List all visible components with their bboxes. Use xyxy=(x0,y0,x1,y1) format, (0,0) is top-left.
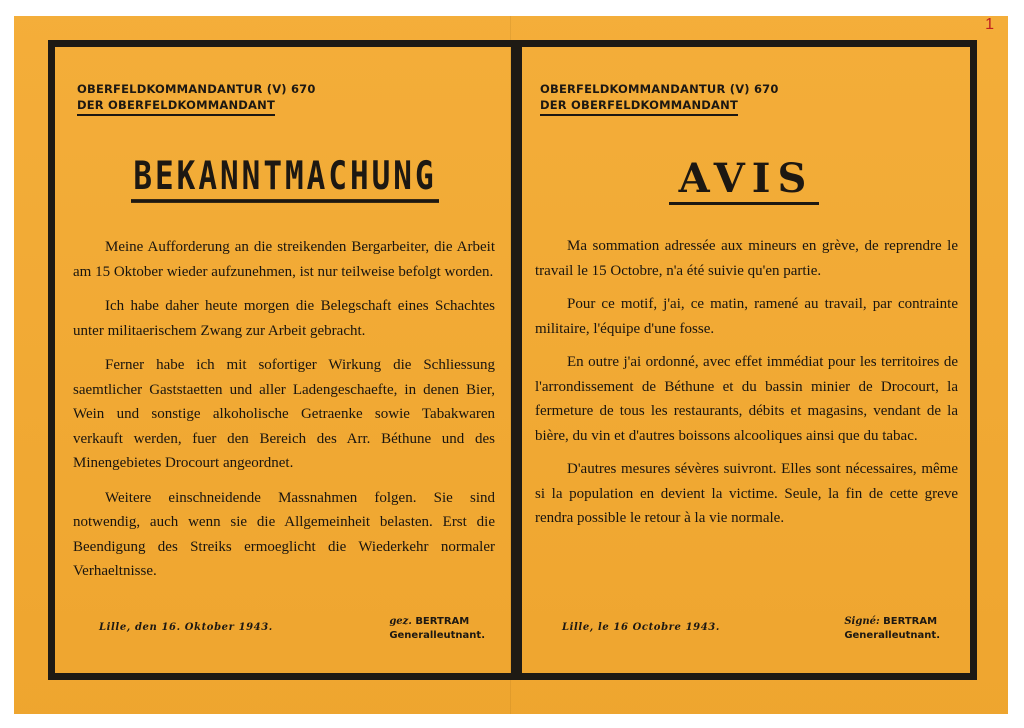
french-sign-name: BERTRAM xyxy=(883,616,938,627)
german-signature xyxy=(389,615,485,643)
french-signature xyxy=(844,615,940,643)
german-date-line: Lille, den 16. Oktober 1943. xyxy=(99,622,273,633)
german-title xyxy=(55,154,515,200)
german-paragraph: Weitere einschneidende Massnahmen folgen. Sie sind notwendig, auch wenn sie die Allgemeinheit belasten. Erst die Beendigung des Streiks ermoeglicht die Wiederkehr normaler Verhaeltnisse. xyxy=(73,489,495,579)
french-header-line1: OBERFELDKOMMANDANTUR (V) 670 xyxy=(540,82,779,96)
french-paragraph: Pour ce motif, j'ai, ce matin, ramené au travail, par contrainte militaire, l'équipe d'une fosse. xyxy=(535,296,958,337)
french-sign-rank: Generalleutnant. xyxy=(844,630,940,641)
german-sign-rank: Generalleutnant. xyxy=(389,630,485,641)
german-body xyxy=(73,235,495,594)
french-sign-prefix: Signé: xyxy=(844,616,880,627)
french-paragraph: D'autres mesures sévères suivront. Elles sont nécessaires, même si la population en devient la victime. Seule, la fin de cette greve rendra possible le retour à la vie normale. xyxy=(535,461,958,526)
german-panel xyxy=(48,40,522,680)
german-paragraph: Ferner habe ich mit sofortiger Wirkung die Schliessung saemtlicher Gaststaetten und aller Ladengeschaefte, in denen Bier, Wein und sonstige alkoholische Getraenke sowie Tabakwaren verkauft werden, fuer den Bereich des Arr. Béthune und des Minengebietes Drocourt angeordnet. xyxy=(73,357,495,471)
french-title-text: AVIS xyxy=(669,155,820,205)
french-panel xyxy=(511,40,977,680)
handwritten-mark: 1 xyxy=(985,16,994,33)
french-header xyxy=(540,81,779,116)
french-title xyxy=(518,155,970,205)
german-header-line1: OBERFELDKOMMANDANTUR (V) 670 xyxy=(77,82,316,96)
german-header xyxy=(77,81,316,116)
french-paragraph: En outre j'ai ordonné, avec effet immédiat pour les territoires de l'arrondissement de Béthune et du bassin minier de Drocourt, la fermeture de tous les restaurants, débits et magasins, vendant de la bière, du vin et d'autres boissons alcooliques ainsi que du tabac. xyxy=(535,354,958,444)
poster-sheet xyxy=(14,16,1008,714)
german-paragraph: Meine Aufforderung an die streikenden Bergarbeiter, die Arbeit am 15 Oktober wieder aufzunehmen, ist nur teilweise befolgt worden. xyxy=(73,239,495,280)
french-date-line: Lille, le 16 Octobre 1943. xyxy=(562,622,720,633)
german-header-line2: DER OBERFELDKOMMANDANT xyxy=(77,97,275,116)
german-sign-name: BERTRAM xyxy=(415,616,470,627)
german-paragraph: Ich habe daher heute morgen die Belegschaft eines Schachtes unter militaerischem Zwang zur Arbeit gebracht. xyxy=(73,298,495,339)
french-header-line2: DER OBERFELDKOMMANDANT xyxy=(540,97,738,116)
french-paragraph: Ma sommation adressée aux mineurs en grève, de reprendre le travail le 15 Octobre, n'a été suivie qu'en partie. xyxy=(535,238,958,279)
german-sign-prefix: gez. xyxy=(389,616,412,627)
french-body xyxy=(535,234,958,540)
german-title-text: BEKANNTMACHUNG xyxy=(131,154,438,203)
